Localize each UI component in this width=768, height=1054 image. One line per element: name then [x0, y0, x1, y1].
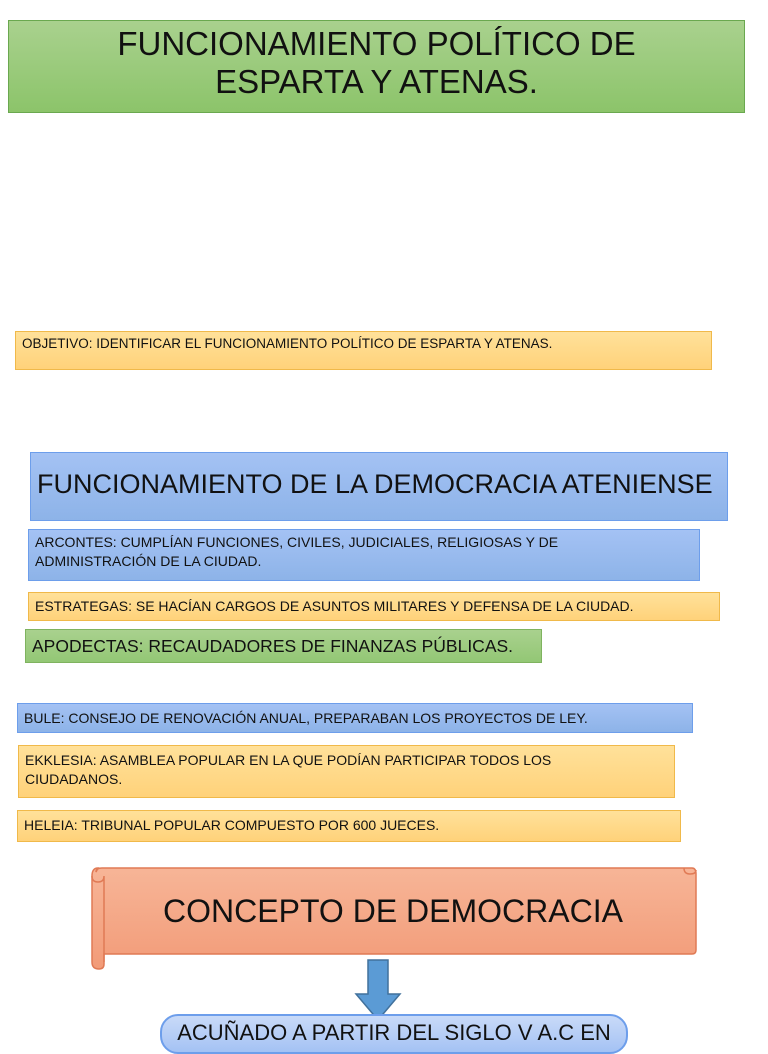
page-title [8, 20, 745, 113]
democracia-title-box [30, 452, 728, 521]
bule-text: BULE: CONSEJO DE RENOVACIÓN ANUAL, PREPARABAN LOS PROYECTOS DE LEY. [24, 710, 588, 726]
estrategas-text: ESTRATEGAS: SE HACÍAN CARGOS DE ASUNTOS MILITARES Y DEFENSA DE LA CIUDAD. [35, 598, 634, 614]
objetivo-box [15, 331, 712, 370]
heleia-box [17, 810, 681, 842]
arcontes-line-2: ADMINISTRACIÓN DE LA CIUDAD. [35, 553, 262, 569]
arcontes-box [28, 529, 700, 581]
ekklesia-box [18, 745, 675, 798]
estrategas-box [28, 592, 720, 621]
concepto-scroll-banner [88, 866, 698, 970]
title-line-1: FUNCIONAMIENTO POLÍTICO DE [117, 25, 636, 62]
concepto-description-box [160, 1014, 628, 1054]
heleia-text: HELEIA: TRIBUNAL POPULAR COMPUESTO POR 600 JUECES. [24, 817, 440, 833]
bule-box [17, 703, 693, 733]
ekklesia-line-2: CIUDADANOS. [25, 771, 123, 787]
concepto-label: CONCEPTO DE DEMOCRACIA [163, 893, 623, 929]
democracia-title: FUNCIONAMIENTO DE LA DEMOCRACIA ATENIENSE [37, 469, 713, 499]
title-line-2: ESPARTA Y ATENAS. [215, 63, 538, 100]
objetivo-text: OBJETIVO: IDENTIFICAR EL FUNCIONAMIENTO POLÍTICO DE ESPARTA Y ATENAS. [22, 336, 553, 351]
ekklesia-line-1: EKKLESIA: ASAMBLEA POPULAR EN LA QUE PODÍAN PARTICIPAR TODOS LOS [25, 752, 552, 768]
arcontes-line-1: ARCONTES: CUMPLÍAN FUNCIONES, CIVILES, JUDICIALES, RELIGIOSAS Y DE [35, 534, 559, 550]
apodectas-text: APODECTAS: RECAUDADORES DE FINANZAS PÚBLICAS. [32, 636, 514, 656]
concepto-description-text: ACUÑADO A PARTIR DEL SIGLO V A.C EN [177, 1020, 611, 1045]
apodectas-box [25, 629, 542, 663]
